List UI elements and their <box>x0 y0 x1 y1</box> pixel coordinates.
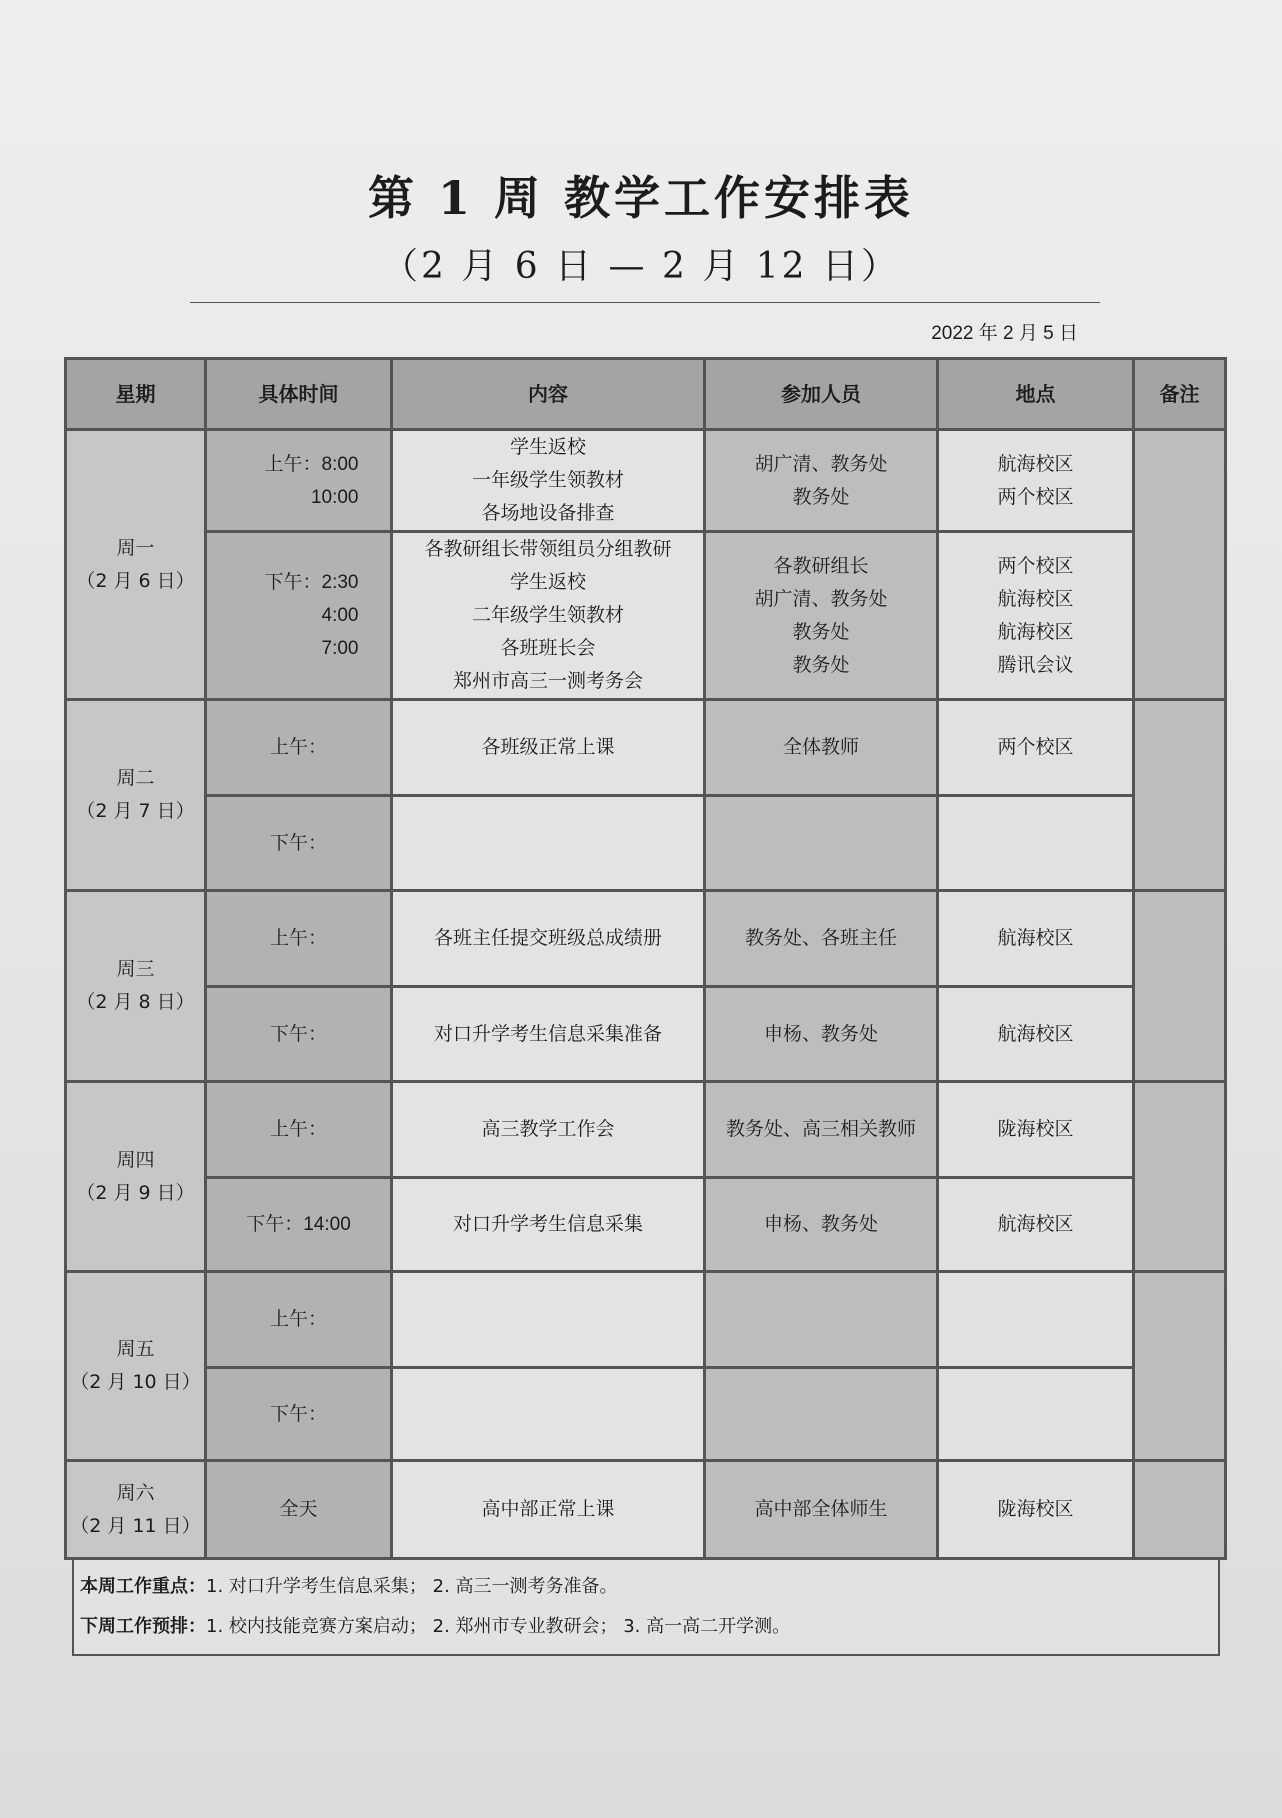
weekday-cell-fri <box>66 1272 206 1461</box>
weekday-date: （2 月 7 日） <box>76 800 195 822</box>
weekday-date: （2 月 8 日） <box>76 991 195 1013</box>
time-cell: 下午： <box>206 987 392 1082</box>
content-cell: 对口升学考生信息采集 <box>392 1178 705 1272</box>
weekday-cell-mon <box>66 430 206 700</box>
table-row <box>66 796 1226 891</box>
participants-cell: 高中部全体师生 <box>705 1461 938 1559</box>
participants-cell <box>705 796 938 891</box>
content-item: 各班班长会 <box>500 637 596 659</box>
table-row <box>66 1082 1226 1178</box>
time-cell: 上午： <box>206 891 392 987</box>
weekday-label: 周三 <box>116 958 155 980</box>
page-subtitle: （2 月 6 日 — 2 月 12 日） <box>381 246 901 287</box>
content-cell <box>392 532 705 700</box>
time-cell: 下午： <box>206 796 392 891</box>
content-cell <box>392 1368 705 1461</box>
time-value: 下午：2:30 <box>264 572 359 593</box>
participant-item: 胡广清、教务处 <box>754 452 888 475</box>
participant-item: 胡广清、教务处 <box>754 587 888 610</box>
table-row <box>66 532 1226 700</box>
remarks-cell <box>1134 1461 1226 1559</box>
time-cell: 下午：14:00 <box>206 1178 392 1272</box>
weekday-label: 周六 <box>116 1481 155 1504</box>
table-row <box>66 700 1226 796</box>
participants-cell: 申杨、教务处 <box>705 987 938 1082</box>
location-cell: 航海校区 <box>938 1178 1134 1272</box>
time-value: 10:00 <box>310 486 359 508</box>
location-item: 腾讯会议 <box>997 653 1074 676</box>
header-location: 地点 <box>938 359 1134 430</box>
content-item: 一年级学生领教材 <box>471 469 624 491</box>
time-cell: 下午： <box>206 1368 392 1461</box>
time-cell <box>206 532 392 700</box>
location-cell: 两个校区 <box>938 700 1134 796</box>
location-cell <box>938 430 1134 532</box>
participants-cell: 申杨、教务处 <box>705 1178 938 1272</box>
time-cell: 上午： <box>206 1272 392 1368</box>
notes-box <box>72 1560 1220 1656</box>
schedule-table <box>64 357 1227 1560</box>
next-week-label: 下周工作预排： <box>80 1616 206 1637</box>
location-cell: 陇海校区 <box>938 1461 1134 1559</box>
time-cell <box>206 430 392 532</box>
time-cell: 上午： <box>206 1082 392 1178</box>
time-value: 7:00 <box>321 638 359 659</box>
weekday-date: （2 月 9 日） <box>76 1181 195 1204</box>
table-row <box>66 891 1226 987</box>
remarks-cell <box>1134 1082 1226 1272</box>
content-cell <box>392 796 705 891</box>
location-item: 两个校区 <box>997 485 1074 508</box>
content-cell: 对口升学考生信息采集准备 <box>392 987 705 1082</box>
participant-item: 教务处 <box>792 653 850 676</box>
location-cell: 陇海校区 <box>938 1082 1134 1178</box>
remarks-cell <box>1134 891 1226 1082</box>
location-cell: 航海校区 <box>938 987 1134 1082</box>
location-cell: 航海校区 <box>938 891 1134 987</box>
participants-cell <box>705 430 938 532</box>
location-item: 航海校区 <box>997 452 1074 475</box>
weekday-cell-sat <box>66 1461 206 1559</box>
participant-item: 各教研组长 <box>773 554 869 577</box>
location-item: 航海校区 <box>997 620 1074 643</box>
participant-item: 教务处 <box>792 620 850 643</box>
table-row <box>66 1368 1226 1461</box>
remarks-cell <box>1134 700 1226 891</box>
location-cell <box>938 532 1134 700</box>
content-item: 学生返校 <box>509 571 586 593</box>
header-participants: 参加人员 <box>705 359 938 430</box>
participant-item: 教务处 <box>792 485 850 508</box>
page-title: 第 1 周 教学工作安排表 <box>367 171 915 225</box>
participants-cell <box>705 1368 938 1461</box>
weekday-date: （2 月 6 日） <box>76 569 195 592</box>
weekday-date: （2 月 11 日） <box>70 1514 201 1537</box>
header-content: 内容 <box>392 359 705 430</box>
header-weekday: 星期 <box>66 359 206 430</box>
time-value: 4:00 <box>321 605 359 626</box>
participants-cell <box>705 1272 938 1368</box>
header-time: 具体时间 <box>206 359 392 430</box>
content-cell <box>392 1272 705 1368</box>
location-cell <box>938 1368 1134 1461</box>
weekly-focus-text: 1. 对口升学考生信息采集； 2. 高三一测考务准备。 <box>206 1576 618 1597</box>
content-item: 郑州市高三一测考务会 <box>452 670 643 692</box>
location-cell <box>938 1272 1134 1368</box>
weekday-label: 周五 <box>116 1338 155 1360</box>
header-remarks: 备注 <box>1134 359 1226 430</box>
table-row <box>66 1178 1226 1272</box>
issue-date: 2022 年 2 月 5 日 <box>931 323 1078 344</box>
title-divider <box>190 302 1100 303</box>
participants-cell: 全体教师 <box>705 700 938 796</box>
location-item: 两个校区 <box>997 554 1074 577</box>
content-cell: 高三教学工作会 <box>392 1082 705 1178</box>
weekly-focus <box>80 1572 618 1598</box>
content-item: 各教研组长带领组员分组教研 <box>424 538 672 560</box>
next-week-text: 1. 校内技能竞赛方案启动； 2. 郑州市专业教研会； 3. 高一高二开学测。 <box>206 1616 791 1637</box>
table-row <box>66 987 1226 1082</box>
weekday-date: （2 月 10 日） <box>70 1371 201 1393</box>
content-cell <box>392 430 705 532</box>
time-value: 上午：8:00 <box>264 453 359 475</box>
table-row <box>66 430 1226 532</box>
participants-cell: 教务处、各班主任 <box>705 891 938 987</box>
time-cell: 上午： <box>206 700 392 796</box>
table-row <box>66 1272 1226 1368</box>
weekday-label: 周二 <box>116 767 155 789</box>
table-header-row <box>66 359 1226 430</box>
content-item: 各场地设备排查 <box>481 502 615 524</box>
participants-cell <box>705 532 938 700</box>
content-cell: 各班级正常上课 <box>392 700 705 796</box>
content-cell: 高中部正常上课 <box>392 1461 705 1559</box>
weekday-label: 周四 <box>116 1148 155 1171</box>
time-cell: 全天 <box>206 1461 392 1559</box>
location-item: 航海校区 <box>997 587 1074 610</box>
weekday-cell-tue <box>66 700 206 891</box>
location-cell <box>938 796 1134 891</box>
weekday-label: 周一 <box>116 536 155 559</box>
content-item: 二年级学生领教材 <box>471 604 624 626</box>
content-item: 学生返校 <box>509 436 586 458</box>
content-cell: 各班主任提交班级总成绩册 <box>392 891 705 987</box>
table-row <box>66 1461 1226 1559</box>
weekly-focus-label: 本周工作重点： <box>80 1576 206 1597</box>
next-week-plan <box>80 1612 790 1638</box>
weekday-cell-thu <box>66 1082 206 1272</box>
weekday-cell-wed <box>66 891 206 1082</box>
remarks-cell <box>1134 430 1226 700</box>
participants-cell: 教务处、高三相关教师 <box>705 1082 938 1178</box>
remarks-cell <box>1134 1272 1226 1461</box>
